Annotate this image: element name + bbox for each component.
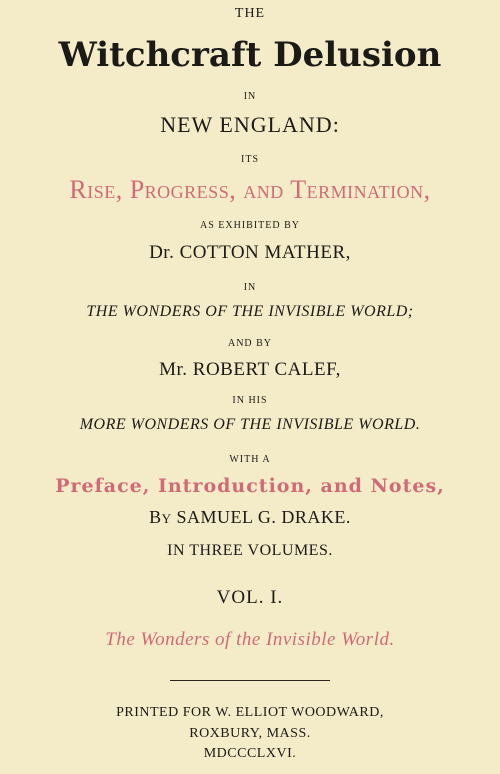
volumes-line: IN THREE VOLUMES. — [167, 542, 333, 559]
in-line: IN — [243, 91, 257, 102]
calef-line: Mr. ROBERT CALEF, — [159, 359, 341, 380]
preface-line: Preface, Introduction, and Notes, — [55, 475, 445, 497]
place-line: ROXBURY, MASS. — [189, 726, 311, 741]
divider-rule — [170, 680, 330, 681]
the-line: THE — [234, 6, 266, 21]
year-line: MDCCCLXVI. — [203, 746, 297, 761]
wonders-line: THE WONDERS OF THE INVISIBLE WORLD; — [86, 303, 414, 320]
drake-line: By SAMUEL G. DRAKE. — [149, 507, 351, 527]
more-wonders-line: MORE WONDERS OF THE INVISIBLE WORLD. — [79, 416, 421, 433]
as-exhibited-line: AS EXHIBITED BY — [200, 220, 300, 231]
printed-line: PRINTED FOR W. ELLIOT WOODWARD, — [116, 705, 384, 720]
new-england-line: NEW ENGLAND: — [160, 112, 340, 137]
vol-line: VOL. I. — [216, 587, 284, 608]
and-by-line: AND BY — [227, 338, 273, 349]
vol-title-line: The Wonders of the Invisible World. — [105, 629, 395, 650]
in-line-2: IN — [243, 282, 257, 293]
in-his-line: IN HIS — [232, 395, 268, 406]
its-line: ITS — [241, 154, 259, 165]
mather-line: Dr. COTTON MATHER, — [149, 242, 351, 263]
main-title: Witchcraft Delusion — [58, 35, 442, 75]
rise-progress-line: Rise, Progress, and Termination, — [69, 175, 431, 204]
with-a-line: WITH A — [229, 454, 271, 465]
